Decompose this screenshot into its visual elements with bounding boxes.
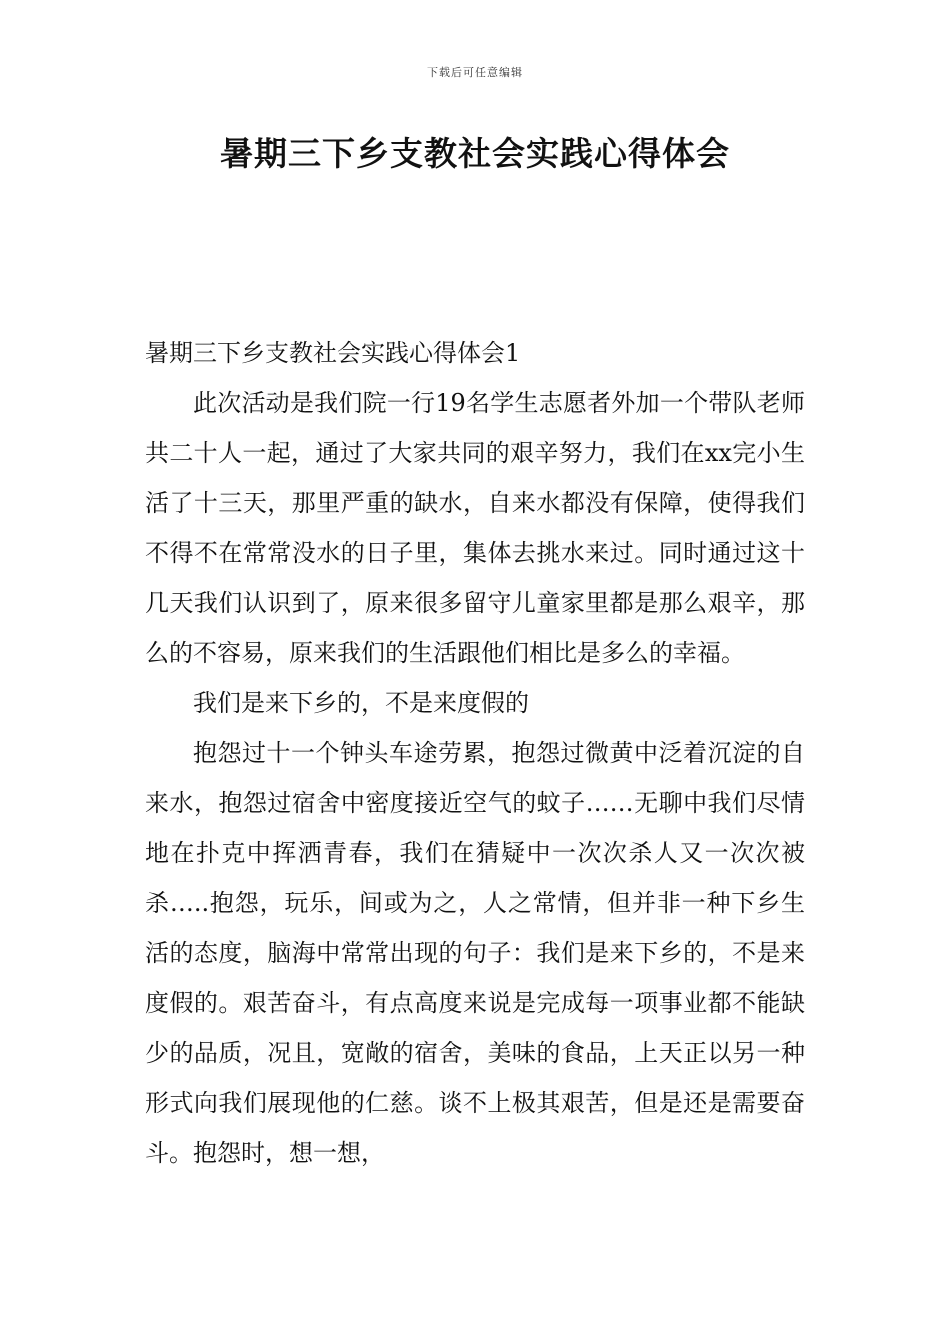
paragraph: 此次活动是我们院一行19名学生志愿者外加一个带队老师共二十人一起，通过了大家共同的艰辛努力，我们在xx完小生活了十三天，那里严重的缺水，自来水都没有保障，使得我们不得不在常常没水的日子里，集体去挑水来过。同时通过这十几天我们认识到了，原来很多留守儿童家里都是那么艰辛，那么的不容易，原来我们的生活跟他们相比是多么的幸福。 (145, 389, 805, 667)
paragraph: 我们是来下乡的，不是来度假的 (193, 689, 529, 717)
section-heading: 暑期三下乡支教社会实践心得体会1 (145, 339, 521, 367)
paragraph: 抱怨过十一个钟头车途劳累，抱怨过微黄中泛着沉淀的自来水，抱怨过宿舍中密度接近空气的蚊子……无聊中我们尽情地在扑克中挥洒青春，我们在猜疑中一次次杀人又一次次被杀…..抱怨，玩乐，间或为之，人之常情，但并非一种下乡生活的态度，脑海中常常出现的句子：我们是来下乡的，不是来度假的。艰苦奋斗，有点高度来说是完成每一项事业都不能缺少的品质，况且，宽敞的宿舍，美味的食品，上天正以另一种形式向我们展现他的仁慈。谈不上极其艰苦，但是还是需要奋斗。抱怨时，想一想， (145, 739, 805, 1167)
header-note: 下载后可任意编辑 (427, 66, 523, 79)
document-title: 暑期三下乡支教社会实践心得体会 (220, 134, 730, 173)
document-body (145, 328, 805, 1178)
